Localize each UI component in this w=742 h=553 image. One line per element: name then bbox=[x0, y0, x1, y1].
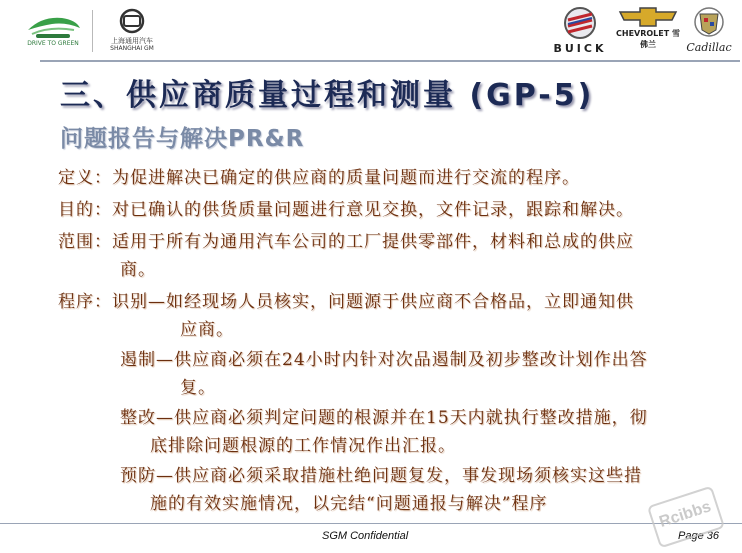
chevrolet-bowtie-icon bbox=[616, 6, 680, 28]
scope-line: 范围：适用于所有为通用汽车公司的工厂提供零部件，材料和总成的供应 bbox=[58, 232, 634, 252]
header-divider bbox=[92, 10, 93, 52]
drive-to-green-logo bbox=[22, 10, 84, 52]
buick-shield-icon bbox=[552, 6, 608, 40]
buick-logo bbox=[552, 6, 608, 56]
slide-subtitle: 问题报告与解决PR&R bbox=[60, 126, 305, 152]
procedure-correct-line: 整改—供应商必须判定问题的根源并在15天内就执行整改措施，彻 bbox=[120, 408, 648, 428]
cadillac-crest-icon bbox=[686, 6, 732, 40]
cadillac-logo bbox=[686, 6, 732, 56]
scope-line-cont: 商。 bbox=[120, 260, 156, 280]
chevrolet-label: CHEVROLET 雪佛兰 bbox=[616, 29, 680, 49]
sgm-logo-line1: 上海通用汽车 bbox=[111, 37, 153, 45]
purpose-line: 目的：对已确认的供货质量问题进行意见交换，文件记录，跟踪和解决。 bbox=[58, 200, 634, 220]
procedure-contain-cont: 复。 bbox=[180, 378, 216, 398]
sgm-emblem-icon bbox=[100, 8, 164, 36]
procedure-prevent-cont: 施的有效实施情况，以完结“问题通报与解决”程序 bbox=[150, 494, 548, 514]
chevrolet-logo bbox=[616, 6, 680, 56]
buick-label: BUICK bbox=[553, 42, 607, 55]
green-car-icon bbox=[22, 10, 84, 40]
procedure-identify-cont: 应商。 bbox=[180, 320, 234, 340]
page-number: Page 36 bbox=[678, 530, 719, 542]
header-rule bbox=[40, 60, 740, 62]
confidential-label: SGM Confidential bbox=[322, 530, 409, 542]
watermark: Rcibbs bbox=[647, 486, 725, 549]
sgm-logo bbox=[100, 8, 164, 54]
procedure-correct-cont: 底排除问题根源的工作情况作出汇报。 bbox=[150, 436, 456, 456]
left-logo-text: DRIVE TO GREEN bbox=[27, 40, 79, 47]
cadillac-label: Cadillac bbox=[686, 41, 732, 54]
procedure-identify-line: 程序：识别—如经现场人员核实，问题源于供应商不合格品，立即通知供 bbox=[58, 292, 634, 312]
footer bbox=[0, 523, 742, 553]
procedure-contain-line: 遏制—供应商必须在24小时内针对次品遏制及初步整改计划作出答 bbox=[120, 350, 648, 370]
procedure-prevent-line: 预防—供应商必须采取措施杜绝问题复发，事发现场须核实这些措 bbox=[120, 466, 642, 486]
definition-line: 定义：为促进解决已确定的供应商的质量问题而进行交流的程序。 bbox=[58, 168, 580, 188]
header bbox=[0, 0, 742, 62]
slide-title: 三、供应商质量过程和测量 (GP-5) bbox=[60, 78, 595, 113]
sgm-logo-line2: SHANGHAI GM bbox=[110, 45, 154, 52]
